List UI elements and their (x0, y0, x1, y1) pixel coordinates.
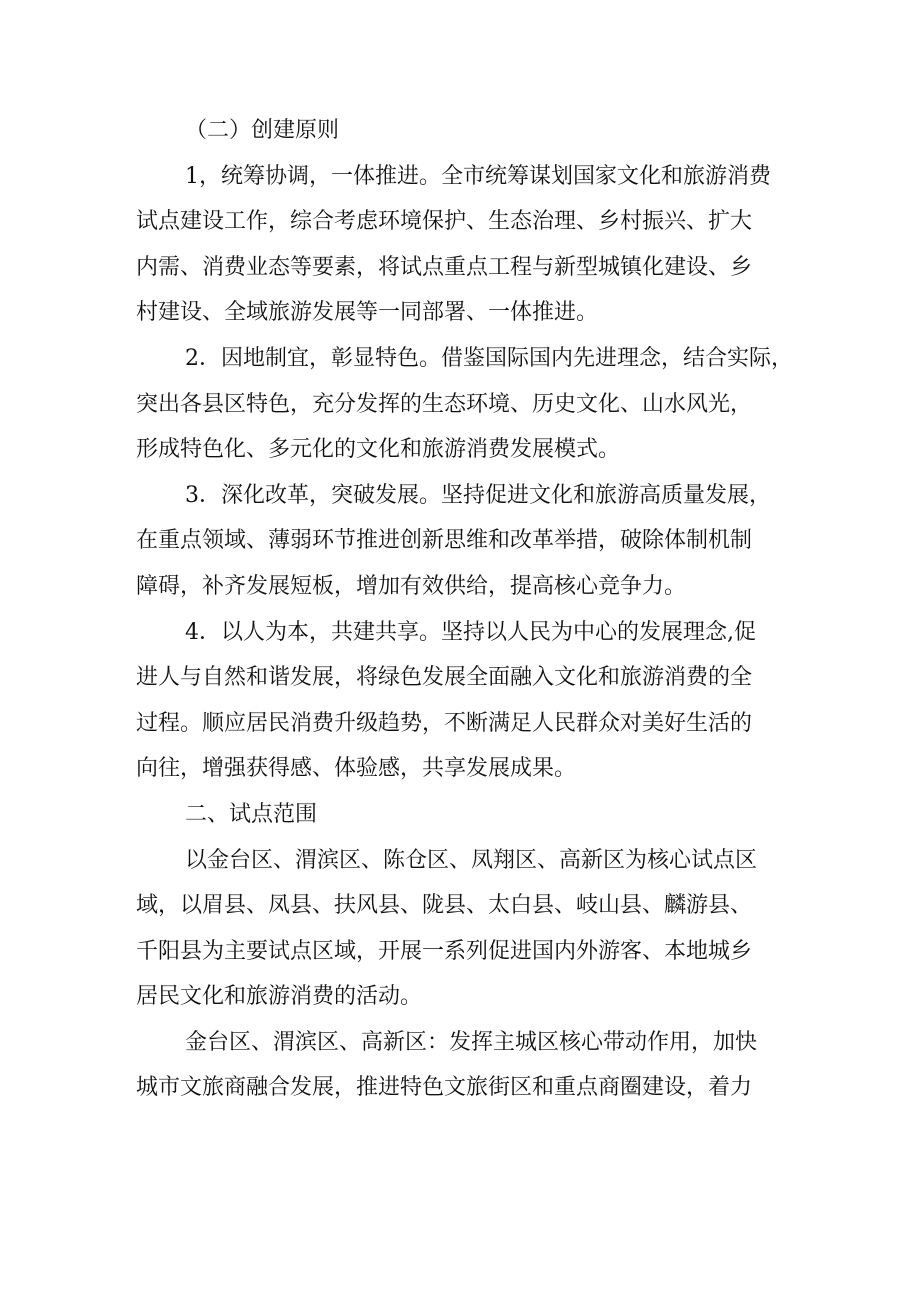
pilot-scope-paragraph: 以金台区、渭滨区、陈仓区、凤翔区、高新区为核心试点区 域，以眉县、凤县、扶风县、陇县、太白县、岐山县、麟游县、 千阳县为主要试点区域，开展一系列促进国内外游客、本地城乡 居民文化和旅游消费的活动。 (136, 847, 758, 1010)
principle-4-paragraph: 4．以人为本，共建共享。坚持以人民为中心的发展理念,促 进人与自然和谐发展，将绿色发展全面融入文化和旅游消费的全 过程。顺应居民消费升级趋势，不断满足人民群众对美好生活的 向往，增强获得感、体验感，共享发展成果。 (136, 619, 756, 782)
principle-2-paragraph: 2．因地制宜，彰显特色。借鉴国际国内先进理念，结合实际， 突出各县区特色，充分发挥的生态环境、历史文化、山水风光， 形成特色化、多元化的文化和旅游消费发展模式。 (136, 345, 793, 463)
principle-1-paragraph: 1，统筹协调，一体推进。全市统筹谋划国家文化和旅游消费 试点建设工作，综合考虑环境保护、生态治理、乡村振兴、扩大 内需、消费业态等要素，将试点重点工程与新型城镇化建设、乡 村建设、全域旅游发展等一同部署、一体推进。 (136, 163, 771, 326)
principle-3-paragraph: 3．深化改革，突破发展。坚持促进文化和旅游高质量发展， 在重点领域、薄弱环节推进创新思维和改革举措，破除体制机制 障碍，补齐发展短板，增加有效供给，提高核心竞争力。 (136, 482, 771, 599)
core-districts-paragraph: 金台区、渭滨区、高新区：发挥主城区核心带动作用，加快 城市文旅商融合发展，推进特色文旅街区和重点商圈建设，着力 (136, 1029, 758, 1101)
section-heading-pilot-scope: 二、试点范围 (185, 801, 318, 827)
document-body (136, 108, 796, 1111)
section-heading-principles: （二）创建原则 (185, 118, 340, 143)
